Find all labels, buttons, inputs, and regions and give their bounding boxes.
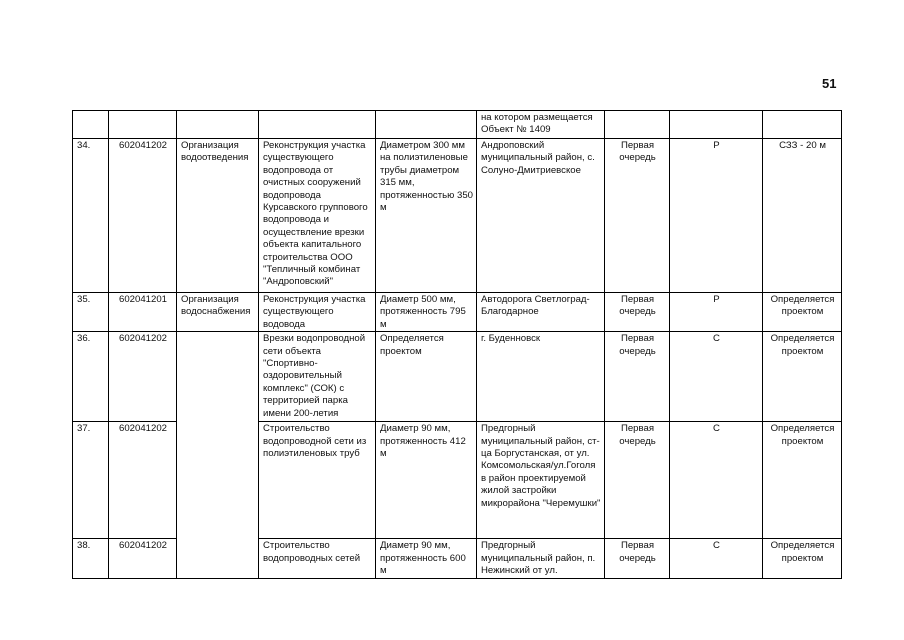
cell-purpose: Организация водоснабжения	[177, 293, 259, 332]
cell-location: Автодорога Светлоград-Благодарное	[477, 293, 605, 332]
cell-num	[73, 111, 109, 139]
page-number: 51	[822, 76, 837, 91]
objects-table	[72, 110, 842, 579]
cell-purpose	[177, 111, 259, 139]
cell-name: Врезки водопроводной сети объекта "Спортивно-оздоровительный комплекс" (СОК) с территорией парка имени 200-летия	[259, 332, 376, 422]
cell-num: 37.	[73, 422, 109, 539]
cell-queue: Первая очередь	[605, 539, 670, 579]
cell-status: Р	[670, 139, 763, 293]
cell-params	[376, 111, 477, 139]
cell-queue	[605, 111, 670, 139]
cell-status: С	[670, 539, 763, 579]
cell-queue: Первая очередь	[605, 139, 670, 293]
cell-num: 35.	[73, 293, 109, 332]
cell-location: Предгорный муниципальный район, ст-ца Боргустанская, от ул. Комсомольская/ул.Гоголя в район проектируемой жилой застройки микрорайона "Черемушки"	[477, 422, 605, 539]
cell-name	[259, 111, 376, 139]
cell-num: 36.	[73, 332, 109, 422]
cell-num: 38.	[73, 539, 109, 579]
cell-status: С	[670, 422, 763, 539]
table-row	[73, 293, 842, 332]
cell-location: на котором размещается Объект № 1409	[477, 111, 605, 139]
cell-location: Андроповский муниципальный район, с. Солуно-Дмитриевское	[477, 139, 605, 293]
table-row-continuation	[73, 111, 842, 139]
cell-zone: СЗЗ - 20 м	[763, 139, 842, 293]
cell-location: г. Буденновск	[477, 332, 605, 422]
cell-status	[670, 111, 763, 139]
cell-code: 602041202	[109, 422, 177, 539]
cell-status: Р	[670, 293, 763, 332]
cell-code: 602041202	[109, 332, 177, 422]
cell-location: Предгорный муниципальный район, п. Нежинский от ул.	[477, 539, 605, 579]
cell-queue: Первая очередь	[605, 293, 670, 332]
cell-zone: Определяется проектом	[763, 422, 842, 539]
cell-code: 602041202	[109, 539, 177, 579]
cell-params: Диаметр 90 мм, протяженность 412 м	[376, 422, 477, 539]
cell-params: Диаметр 500 мм, протяженность 795 м	[376, 293, 477, 332]
cell-purpose-merged	[177, 332, 259, 579]
cell-num: 34.	[73, 139, 109, 293]
cell-queue: Первая очередь	[605, 332, 670, 422]
cell-params: Определяется проектом	[376, 332, 477, 422]
cell-purpose: Организация водоотведения	[177, 139, 259, 293]
cell-name: Строительство водопроводных сетей	[259, 539, 376, 579]
cell-code	[109, 111, 177, 139]
cell-params: Диаметр 90 мм, протяженность 600 м	[376, 539, 477, 579]
cell-queue: Первая очередь	[605, 422, 670, 539]
cell-zone: Определяется проектом	[763, 539, 842, 579]
cell-params: Диаметром 300 мм на полиэтиленовые трубы диаметром 315 мм, протяженностью 350 м	[376, 139, 477, 293]
cell-name: Строительство водопроводной сети из полиэтиленовых труб	[259, 422, 376, 539]
table-row	[73, 139, 842, 293]
cell-name: Реконструкция участка существующего водопровода от очистных сооружений водопровода Курсавского группового водопровода и осуществление врезки объекта капитального строительства ООО "Тепличный комбинат "Андроповский"	[259, 139, 376, 293]
cell-zone: Определяется проектом	[763, 332, 842, 422]
cell-code: 602041202	[109, 139, 177, 293]
cell-zone: Определяется проектом	[763, 293, 842, 332]
cell-status: С	[670, 332, 763, 422]
cell-code: 602041201	[109, 293, 177, 332]
cell-name: Реконструкция участка существующего водовода	[259, 293, 376, 332]
cell-zone	[763, 111, 842, 139]
table-row	[73, 332, 842, 422]
